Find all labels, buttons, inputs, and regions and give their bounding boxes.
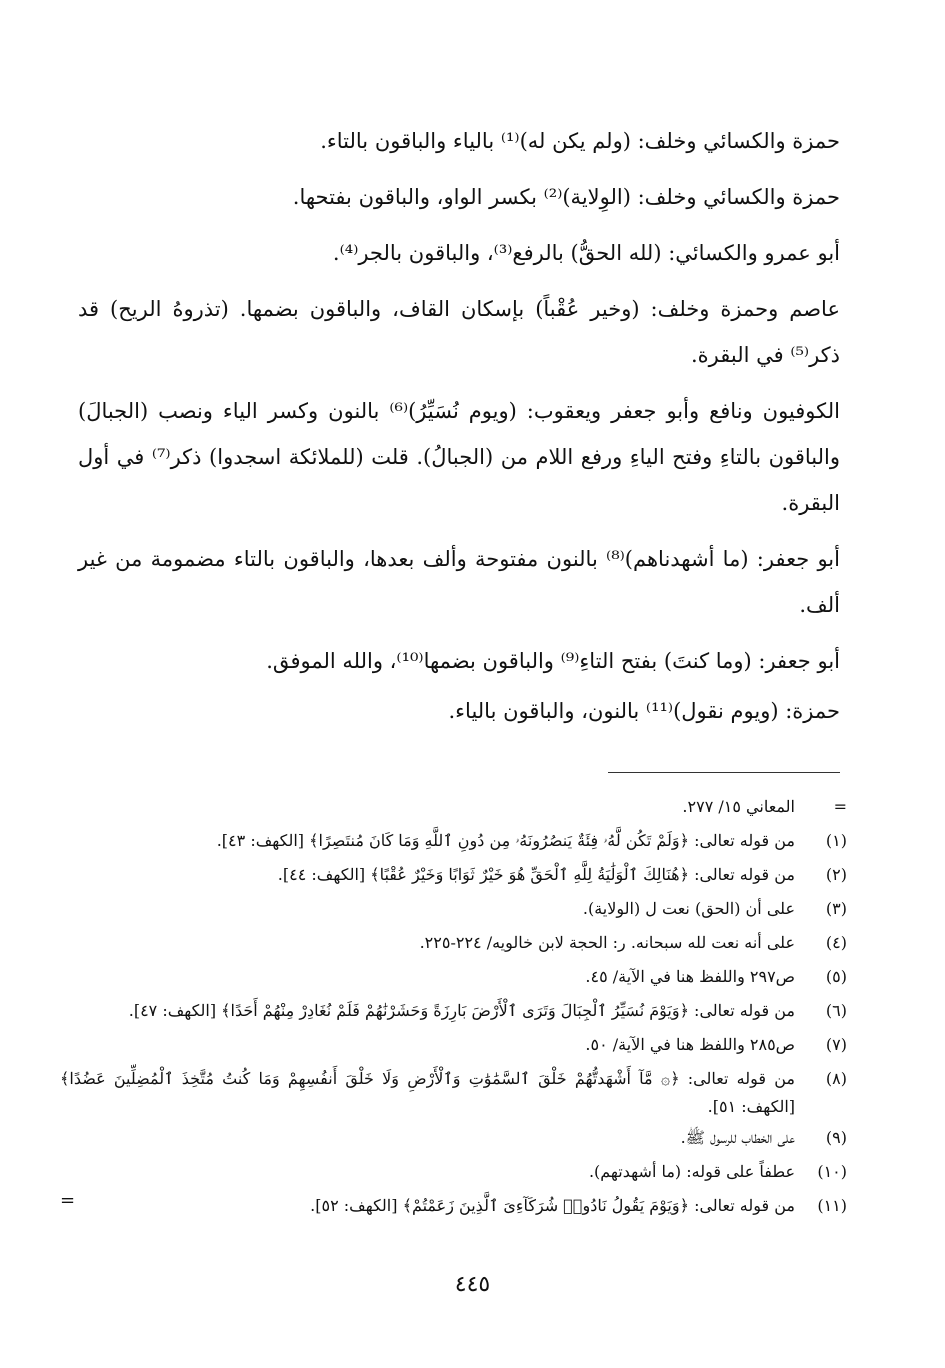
paragraph-7: أبو جعفر: (وما كنتَ) بفتح التاءِ⁽⁹⁾ والباقون بضمها⁽¹⁰⁾، والله الموفق.: [266, 649, 840, 673]
footnote-text: على الخطاب للرسول ﷺ.: [680, 1128, 795, 1147]
paragraph-1: حمزة والكسائي وخلف: (ولم يكن له)⁽¹⁾ بالياء والباقون بالتاء.: [320, 129, 840, 153]
footnote-text: من قوله تعالى: ﴿هُنَالِكَ ٱلْوَلَٰيَةُ لِلَّهِ ٱلْحَقِّ هُوَ خَيْرٌ ثَوَابًا وَخَيْرٌ عُقْبًا﴾ [الكهف: ٤٤].: [277, 865, 795, 884]
footnote-number: (١١): [817, 1196, 847, 1215]
footnote-continuation: [60, 790, 847, 824]
footnote-7: [60, 1028, 847, 1062]
footnote-number: (٨): [825, 1069, 847, 1088]
paragraph-5: الكوفيون ونافع وأبو جعفر ويعقوب: (ويوم نُسَيِّرُ)⁽⁶⁾ بالنون وكسر الياء ونصب (الجبالَ) والباقون بالتاءِ وفتح الياءِ ورفع اللام من (الجبالُ). قلت (للملائكة اسجدوا) ذكر⁽⁷⁾ في أول البقرة.: [78, 399, 840, 515]
footnote-text: من قوله تعالى: ﴿وَلَمْ تَكُن لَّهُۥ فِئَةٌ يَنصُرُونَهُۥ مِن دُونِ ٱللَّهِ وَمَا كَانَ مُنتَصِرًا﴾ [الكهف: ٤٣].: [216, 831, 795, 850]
footnote-10: [60, 1155, 847, 1189]
footnote-number: (٢): [825, 865, 847, 884]
footnote-text: على أن (الحق) نعت ل (الولاية).: [582, 899, 795, 918]
footnote-text: من قوله تعالى: ﴿وَيَوْمَ يَقُولُ نَادُوا۟ شُرَكَآءِىَ ٱلَّذِينَ زَعَمْتُمْ﴾ [الكهف: ٥٢].: [310, 1196, 795, 1215]
footnote-11: [60, 1189, 847, 1223]
footnote-5: [60, 960, 847, 994]
continuation-marker: =: [833, 797, 847, 816]
footnote-text: من قوله تعالى: ﴿وَيَوْمَ نُسَيِّرُ ٱلْجِبَالَ وَتَرَى ٱلْأَرْضَ بَارِزَةً وَحَشَرْنَٰهُمْ فَلَمْ نُغَادِرْ مِنْهُمْ أَحَدًا﴾ [الكهف: ٤٧].: [128, 1001, 795, 1020]
footnote-number: (٧): [825, 1035, 847, 1054]
page-number: ٤٤٥: [454, 1272, 491, 1297]
paragraph-3: أبو عمرو والكسائي: (لله الحقُّ) بالرفع⁽³⁾، والباقون بالجر⁽⁴⁾.: [332, 241, 840, 265]
footnote-number: (٣): [825, 899, 847, 918]
footnote-text: ص٢٨٥ واللفظ هنا في الآية/ ٥٠.: [585, 1035, 795, 1054]
footnote-text: على أنه نعت لله سبحانه. ر: الحجة لابن خالويه/ ٢٢٤-٢٢٥.: [419, 933, 795, 952]
footnote-text: عطفاً على قوله: (ما أشهدتهم).: [588, 1162, 795, 1181]
paragraph-4: عاصم وحمزة وخلف: (وخير عُقْباً) بإسكان القاف، والباقون بضمها. (تذروهُ الريح) قد ذكر⁽⁵⁾ في البقرة.: [78, 297, 840, 367]
footnote-1: [60, 824, 847, 858]
footnote-6: [60, 994, 847, 1028]
paragraph-8: حمزة: (ويوم نقول)⁽¹¹⁾ بالنون، والباقون بالياء.: [448, 699, 840, 723]
footnote-number: (١): [825, 831, 847, 850]
footnote-number: (٥): [825, 967, 847, 986]
footnote-continues-marker: =: [60, 1190, 76, 1211]
footnote-text: ص٢٩٧ واللفظ هنا في الآية/ ٤٥.: [585, 967, 795, 986]
footnote-text: المعاني ١٥/ ٢٧٧.: [682, 797, 795, 816]
footnote-number: (٩): [825, 1128, 847, 1147]
footnote-number: (١٠): [817, 1162, 847, 1181]
footnotes: [60, 790, 847, 1223]
footnote-2: [60, 858, 847, 892]
main-text: [78, 118, 840, 738]
footnote-4: [60, 926, 847, 960]
footnote-number: (٤): [825, 933, 847, 952]
paragraph-2: حمزة والكسائي وخلف: (الوِلاية)⁽²⁾ بكسر الواو، والباقون بفتحها.: [292, 185, 840, 209]
footnote-separator: [608, 772, 840, 773]
footnote-3: [60, 892, 847, 926]
footnote-8: [60, 1062, 847, 1121]
footnote-number: (٦): [825, 1001, 847, 1020]
footnote-9: [60, 1121, 847, 1155]
footnote-text: من قوله تعالى: ﴿۞ مَّآ أَشْهَدتُّهُمْ خَلْقَ ٱلسَّمَٰوَٰتِ وَٱلْأَرْضِ وَلَا خَلْقَ أَنفُسِهِمْ وَمَا كُنتُ مُتَّخِذَ ٱلْمُضِلِّينَ عَضُدًا﴾ [الكهف: ٥١].: [60, 1069, 795, 1116]
paragraph-6: أبو جعفر: (ما أشهدناهم)⁽⁸⁾ بالنون مفتوحة وألف بعدها، والباقون بالتاء مضمومة من غير ألف.: [78, 547, 840, 617]
